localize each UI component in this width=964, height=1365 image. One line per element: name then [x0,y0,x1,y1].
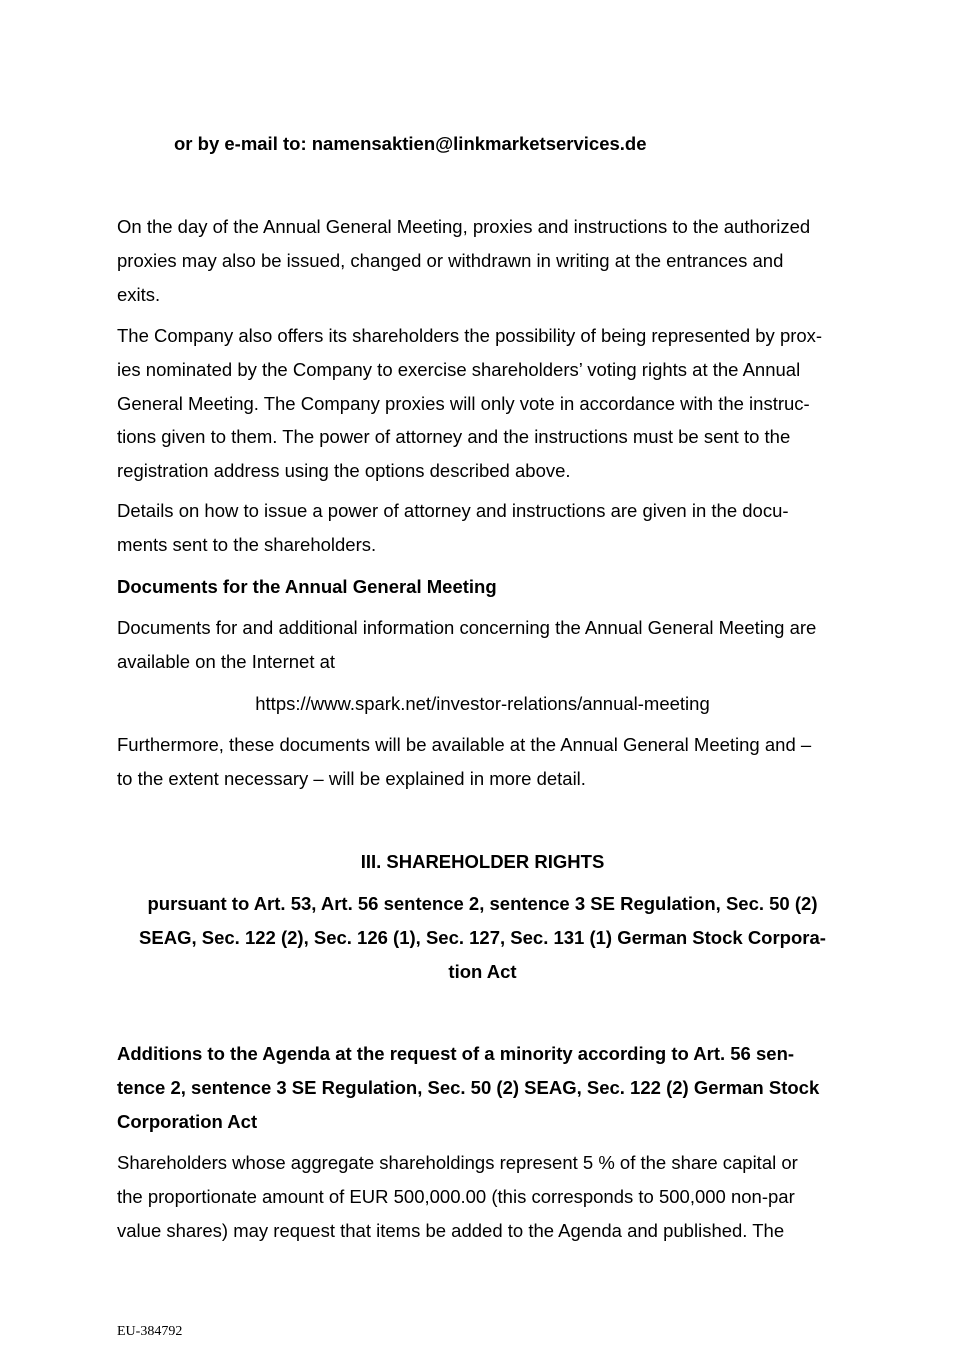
text-line: tions given to them. The power of attorney and the instructions must be sent to the [117,426,791,448]
text-line: to the extent necessary – will be explained in more detail. [117,767,586,789]
text-line: ments sent to the shareholders. [117,533,377,555]
additions-heading [117,1037,848,1138]
text-line: Corporation Act [117,1110,258,1132]
proxy-day-paragraph [117,210,848,311]
text-line: Documents for and additional information concerning the Annual General Meeting are [117,617,817,638]
text-line: proxies may also be issued, changed or withdrawn in writing at the entrances and [117,249,784,271]
power-of-attorney-details-paragraph [117,494,848,562]
section-title [117,845,848,879]
text-line: SEAG, Sec. 122 (2), Sec. 126 (1), Sec. 127, Sec. 131 (1) German Stock Corpora- [139,926,826,948]
heading-text: Documents for the Annual General Meeting [117,576,497,597]
documents-info-paragraph [117,611,848,679]
documents-availability-paragraph [117,728,848,796]
text-line: pursuant to Art. 53, Art. 56 sentence 2, sentence 3 SE Regulation, Sec. 50 (2) [147,893,818,914]
text-line: Details on how to issue a power of attorney and instructions are given in the docu- [117,500,789,521]
text-line: Additions to the Agenda at the request of a minority according to Art. 56 sen- [117,1043,795,1064]
url-text: https://www.spark.net/investor-relations/annual-meeting [255,693,710,714]
email-contact-line: or by e-mail to: namensaktien@linkmarketservices.de [174,133,647,154]
document-id-footer: EU-384792 [117,1324,183,1339]
investor-relations-url [117,687,848,721]
text-line: General Meeting. The Company proxies will only vote in accordance with the instruc- [117,392,810,414]
text-line: available on the Internet at [117,650,336,672]
text-line: exits. [117,283,161,305]
text-line: registration address using the options described above. [117,460,571,482]
section-subtitle [117,887,848,988]
text-line: tion Act [448,960,517,982]
documents-heading [117,570,848,604]
text-line: tence 2, sentence 3 SE Regulation, Sec. 50 (2) SEAG, Sec. 122 (2) German Stock [117,1076,820,1098]
text-line: ies nominated by the Company to exercise shareholders’ voting rights at the Annual [117,358,801,380]
section-title-text: III. SHAREHOLDER RIGHTS [360,851,605,872]
text-line: Furthermore, these documents will be available at the Annual General Meeting and – [117,734,812,755]
text-line: the proportionate amount of EUR 500,000.00 (this corresponds to 500,000 non-par [117,1185,795,1207]
text-line: The Company also offers its shareholders the possibility of being represented by prox- [117,325,823,346]
text-line: On the day of the Annual General Meeting, proxies and instructions to the authorized [117,216,811,237]
text-line: value shares) may request that items be added to the Agenda and published. The [117,1219,785,1241]
company-proxies-paragraph [117,319,848,488]
text-line: Shareholders whose aggregate shareholdings represent 5 % of the share capital or [117,1152,798,1173]
additions-body-paragraph [117,1146,848,1247]
